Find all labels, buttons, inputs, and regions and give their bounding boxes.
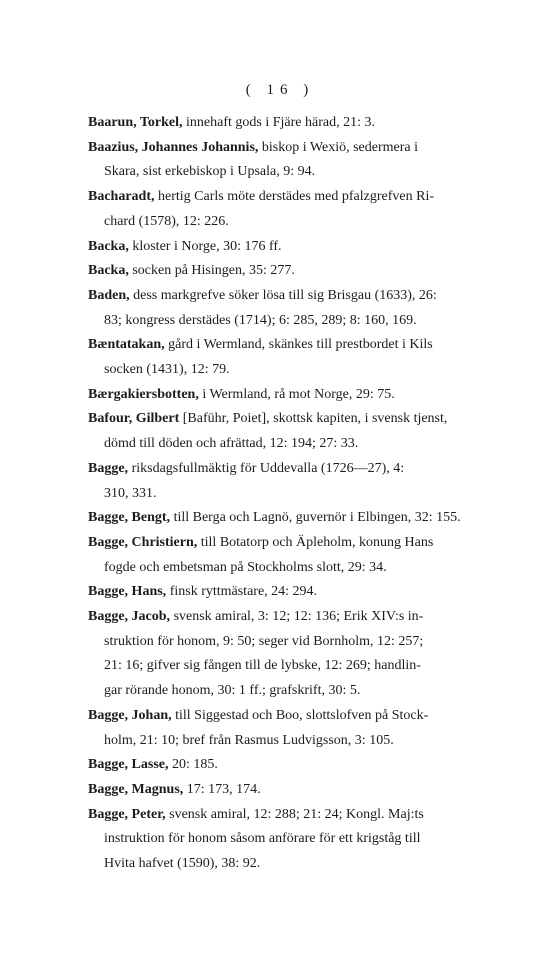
entry-headword: Backa, xyxy=(88,263,129,279)
index-entry xyxy=(88,407,514,456)
entry-text-line: instruktion för honom såsom anförare för ett krigståg till xyxy=(104,831,421,847)
entry-headword: Backa, xyxy=(88,238,129,254)
entry-text-line: hertig Carls möte derstädes med pfalzgrefven Ri- xyxy=(158,189,435,205)
entry-text-line: 21: 16; gifver sig fången till de lybske, 12: 269; handlin- xyxy=(104,658,421,674)
index-entry xyxy=(88,753,514,778)
entry-text-line: 310, 331. xyxy=(104,485,157,501)
index-entry xyxy=(88,111,514,136)
entry-text-line: socken (1431), 12: 79. xyxy=(104,362,230,378)
entry-headword: Bagge, xyxy=(88,460,129,476)
index-entry xyxy=(88,259,514,284)
entry-headword: Bagge, Bengt, xyxy=(88,510,171,526)
entry-text-line: 17: 173, 174. xyxy=(186,781,261,797)
entry-text-line: 83; kongress derstädes (1714); 6: 285, 289; 8: 160, 169. xyxy=(104,312,417,328)
entry-text-line: gar rörande honom, 30: 1 ff.; grafskrift, 30: 5. xyxy=(104,683,361,699)
entry-headword: Bagge, Jacob, xyxy=(88,609,171,625)
index-entry xyxy=(88,803,514,877)
entry-headword: Bagge, Peter, xyxy=(88,806,166,822)
entry-headword: Bacharadt, xyxy=(88,189,155,205)
entry-text-line: chard (1578), 12: 226. xyxy=(104,213,229,229)
entry-text-line: 20: 185. xyxy=(172,757,218,773)
index-entry xyxy=(88,333,514,382)
entry-headword: Baazius, Johannes Johannis, xyxy=(88,139,259,155)
entry-text-line: dess markgrefve söker lösa till sig Brisgau (1633), 26: xyxy=(133,287,437,303)
index-entries xyxy=(88,111,514,877)
entry-text-line: innehaft gods i Fjäre härad, 21: 3. xyxy=(186,115,375,130)
index-entry xyxy=(88,704,514,753)
entry-text-line: till Siggestad och Boo, slottslofven på Stock- xyxy=(175,707,429,723)
entry-text-line: svensk amiral, 3: 12; 12: 136; Erik XIV:s in- xyxy=(173,609,424,625)
entry-text-line: kloster i Norge, 30: 176 ff. xyxy=(132,238,282,254)
entry-text-line: struktion för honom, 9: 50; seger vid Bornholm, 12: 257; xyxy=(104,633,424,649)
page-number: ( 16 ) xyxy=(245,82,315,98)
index-entry xyxy=(88,580,514,605)
index-entry xyxy=(88,778,514,803)
index-entry xyxy=(88,235,514,260)
entry-headword: Bagge, Johan, xyxy=(88,707,172,723)
entry-text-line: i Wermland, rå mot Norge, 29: 75. xyxy=(202,386,395,402)
entry-text-line: Skara, sist erkebiskop i Upsala, 9: 94. xyxy=(104,164,316,180)
entry-headword: Bagge, Lasse, xyxy=(88,757,169,773)
index-entry xyxy=(88,284,514,333)
index-entry xyxy=(88,605,514,704)
entry-text-line: [Baführ, Poiet], skottsk kapiten, i svensk tjenst, xyxy=(182,411,448,427)
entry-text-line: Hvita hafvet (1590), 38: 92. xyxy=(104,856,261,872)
entry-headword: Bæntatakan, xyxy=(88,337,165,353)
entry-headword: Baarun, Torkel, xyxy=(88,115,183,130)
entry-headword: Bagge, Hans, xyxy=(88,584,167,600)
entry-text-line: fogde och embetsman på Stockholms slott, 29: 34. xyxy=(104,559,387,575)
entry-text-line: till Berga och Lagnö, guvernör i Elbingen, 32: 155. xyxy=(173,510,461,526)
entry-text-line: socken på Hisingen, 35: 277. xyxy=(132,263,295,279)
index-entry xyxy=(88,383,514,408)
entry-text-line: riksdagsfullmäktig för Uddevalla (1726—27), 4: xyxy=(131,460,405,476)
entry-text-line: biskop i Wexiö, sedermera i xyxy=(261,139,418,155)
index-entry xyxy=(88,506,514,531)
entry-headword: Bafour, Gilbert xyxy=(88,411,180,427)
entry-headword: Baden, xyxy=(88,287,130,303)
entry-text-line: holm, 21: 10; bref från Rasmus Ludvigsson, 3: 105. xyxy=(104,732,394,748)
index-entry xyxy=(88,531,514,580)
entry-text-line: till Botatorp och Äpleholm, konung Hans xyxy=(200,534,434,550)
entry-headword: Bagge, Christiern, xyxy=(88,534,198,550)
entry-text-line: gård i Wermland, skänkes till prestbordet i Kils xyxy=(168,337,433,353)
entry-text-line: svensk amiral, 12: 288; 21: 24; Kongl. Maj:ts xyxy=(169,806,424,822)
index-entry xyxy=(88,185,514,234)
index-entry xyxy=(88,136,514,185)
index-entry xyxy=(88,457,514,506)
entry-text-line: dömd till döden och afrättad, 12: 194; 27: 33. xyxy=(104,436,359,452)
entry-headword: Bærgakiersbotten, xyxy=(88,386,199,402)
entry-headword: Bagge, Magnus, xyxy=(88,781,184,797)
entry-text-line: finsk ryttmästare, 24: 294. xyxy=(169,584,318,600)
